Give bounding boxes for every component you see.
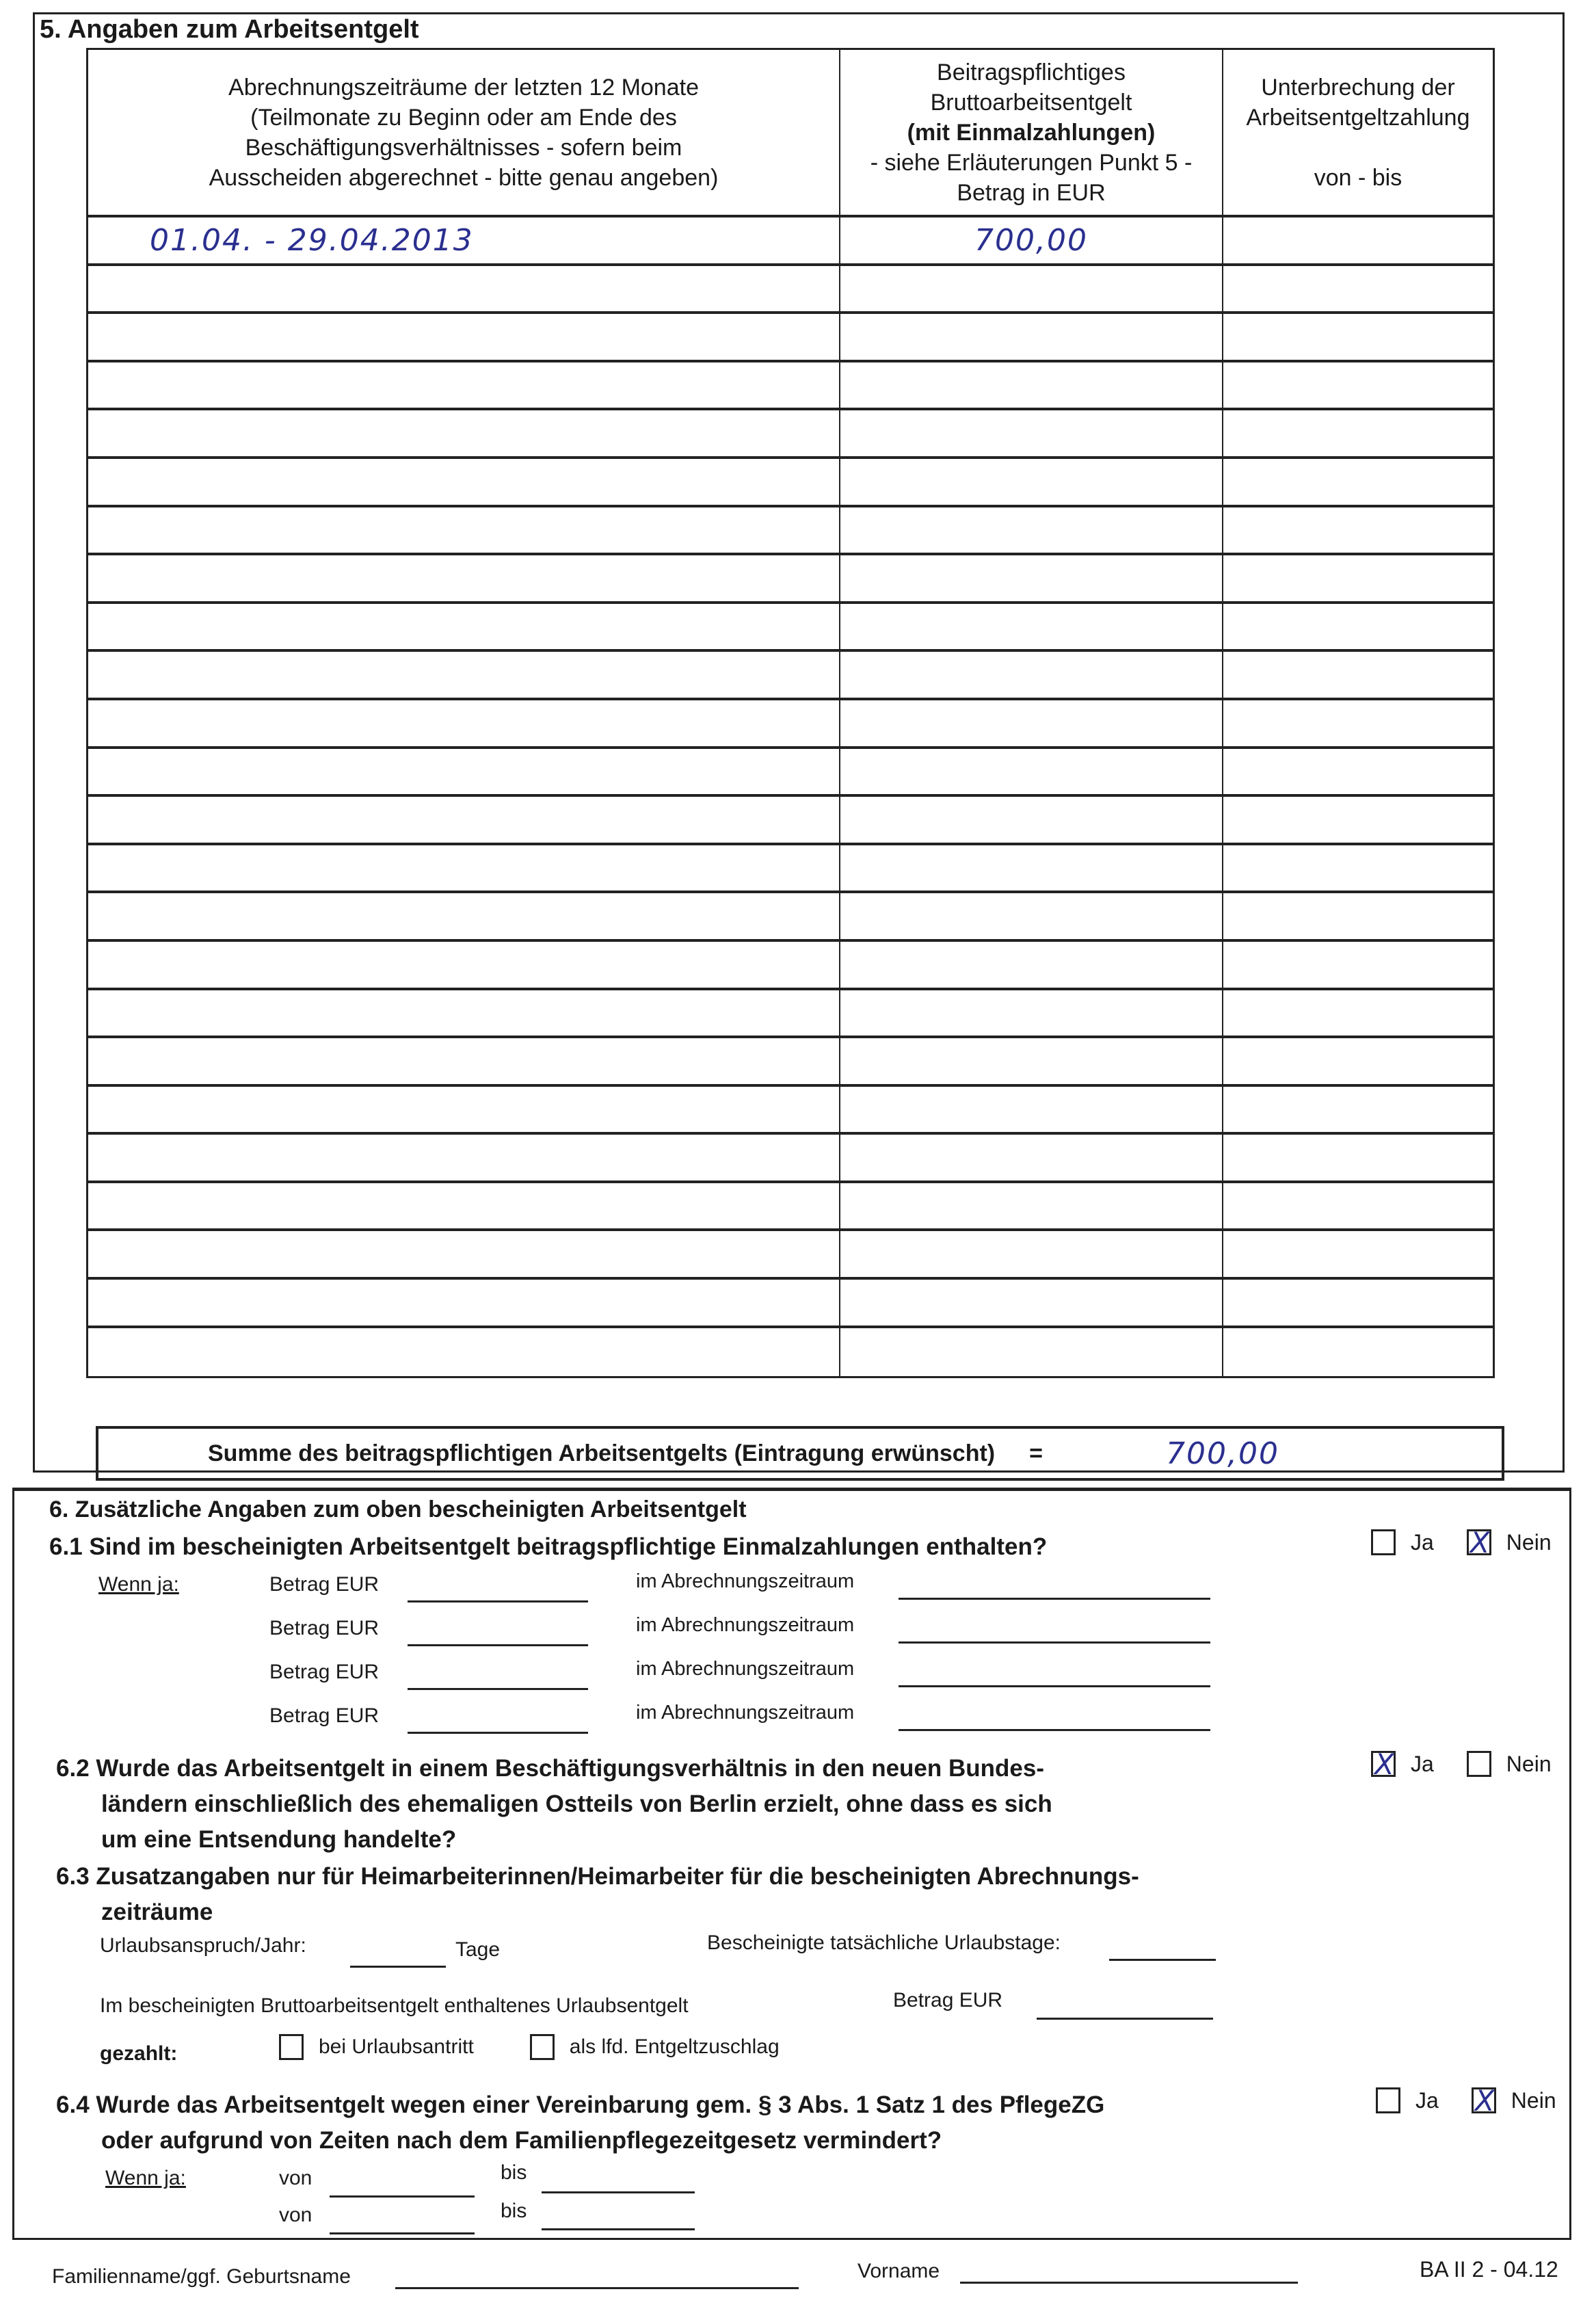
q64-options — [1376, 2087, 1556, 2113]
amount-cell[interactable] — [840, 1038, 1223, 1084]
interruption-cell[interactable] — [1223, 314, 1493, 360]
q64-wenn-ja: Wenn ja: — [105, 2167, 186, 2189]
period-cell[interactable] — [88, 314, 840, 360]
interruption-cell[interactable] — [1223, 1038, 1493, 1084]
q64-line: oder aufgrund von Zeiten nach dem Familienpflegezeitgesetz vermindert? — [101, 2127, 942, 2154]
period-value: 01.04. - 29.04.2013 — [150, 222, 474, 258]
q61-betrag-label: Betrag EUR — [269, 1661, 380, 1683]
q61-betrag-field[interactable] — [408, 1688, 588, 1690]
tatsaechliche-urlaubstage-field[interactable] — [1109, 1959, 1216, 1961]
bei-urlaubsantritt-label: bei Urlaubsantritt — [319, 2035, 474, 2058]
q64-nein-label: Nein — [1511, 2087, 1556, 2113]
table-row — [88, 1231, 1493, 1280]
amount-cell[interactable] — [840, 266, 1223, 312]
period-cell[interactable] — [88, 1183, 840, 1229]
q62-ja-label: Ja — [1411, 1751, 1434, 1776]
q64-bis-label-2: bis — [501, 2200, 527, 2222]
table-row — [88, 266, 1493, 315]
period-cell[interactable] — [88, 990, 840, 1036]
period-cell[interactable] — [88, 1135, 840, 1180]
amount-cell[interactable] — [840, 459, 1223, 505]
urlaubsentgelt-label: Im bescheinigten Bruttoarbeitsentgelt enthaltenes Urlaubsentgelt — [100, 1994, 689, 2017]
table-row — [88, 845, 1493, 894]
table-row — [88, 1038, 1493, 1087]
q61-zeitraum-field[interactable] — [899, 1641, 1210, 1644]
amount-cell[interactable] — [840, 1280, 1223, 1325]
period-cell[interactable] — [88, 652, 840, 698]
q63-line: zeiträume — [101, 1899, 213, 1925]
table-row — [88, 797, 1493, 845]
q62-line: um eine Entsendung handelte? — [101, 1826, 457, 1853]
table-header — [88, 50, 1493, 217]
q64-ja-label: Ja — [1415, 2087, 1439, 2113]
amount-cell[interactable] — [840, 555, 1223, 601]
amount-cell[interactable] — [840, 604, 1223, 650]
period-cell[interactable] — [88, 266, 840, 312]
q64-nein-checkbox[interactable] — [1472, 2087, 1496, 2113]
q61-zeitraum-label: im Abrechnungszeitraum — [636, 1702, 855, 1724]
interruption-cell[interactable] — [1223, 410, 1493, 456]
period-cell[interactable] — [88, 1231, 840, 1277]
interruption-cell[interactable] — [1223, 604, 1493, 650]
interruption-cell[interactable] — [1223, 555, 1493, 601]
question-6-4 — [56, 2087, 1104, 2159]
header-text: Ausscheiden abgerechnet - bitte genau angeben) — [209, 164, 719, 191]
amount-cell[interactable] — [840, 942, 1223, 988]
bei-urlaubsantritt-checkbox[interactable] — [279, 2034, 304, 2060]
tatsaechliche-urlaubstage-label: Bescheinigte tatsächliche Urlaubstage: — [707, 1931, 1061, 1954]
header-text: Arbeitsentgeltzahlung — [1246, 104, 1470, 131]
question-6-1: 6.1 Sind im bescheinigten Arbeitsentgelt beitragspflichtige Einmalzahlungen enthalten? — [49, 1533, 1048, 1560]
question-6-2 — [56, 1751, 1052, 1858]
table-row — [88, 1280, 1493, 1328]
urlaubsentgelt-betrag-label: Betrag EUR — [893, 1989, 1003, 2011]
section-6-title: 6. Zusätzliche Angaben zum oben bescheinigten Arbeitsentgelt — [49, 1496, 747, 1522]
period-cell[interactable] — [88, 604, 840, 650]
q61-betrag-label: Betrag EUR — [269, 1573, 380, 1596]
table-row — [88, 990, 1493, 1039]
amount-cell[interactable] — [840, 652, 1223, 698]
table-row — [88, 410, 1493, 459]
header-text: Unterbrechung der — [1261, 74, 1455, 101]
sum-row — [96, 1426, 1504, 1481]
table-row — [88, 314, 1493, 362]
period-cell[interactable] — [88, 1038, 840, 1084]
section-5-title: 5. Angaben zum Arbeitsentgelt — [40, 15, 419, 44]
q61-zeitraum-label: im Abrechnungszeitraum — [636, 1658, 855, 1680]
amount-value: 700,00 — [974, 222, 1088, 258]
period-cell[interactable] — [88, 362, 840, 408]
header-text: (Teilmonate zu Beginn oder am Ende des — [250, 104, 677, 131]
amount-cell[interactable] — [840, 845, 1223, 891]
interruption-cell[interactable] — [1223, 749, 1493, 795]
amount-cell[interactable] — [840, 990, 1223, 1036]
interruption-cell[interactable] — [1223, 1328, 1493, 1377]
urlaubsanspruch-label: Urlaubsanspruch/Jahr: — [100, 1934, 306, 1957]
period-cell[interactable] — [88, 700, 840, 746]
header-text: - siehe Erläuterungen Punkt 5 - — [870, 149, 1193, 176]
table-row — [88, 1135, 1493, 1183]
amount-cell[interactable] — [840, 893, 1223, 939]
header-text: Beschäftigungsverhältnisses - sofern beim — [245, 134, 682, 161]
form-id: BA II 2 - 04.12 — [1420, 2257, 1558, 2282]
q63-line: 6.3 Zusatzangaben nur für Heimarbeiterinnen/Heimarbeiter für die bescheinigten Abrechnungs- — [56, 1863, 1139, 1890]
sum-label: Summe des beitragspflichtigen Arbeitsentgelts (Eintragung erwünscht) — [208, 1440, 996, 1466]
amount-cell[interactable] — [840, 217, 1223, 263]
table-body — [88, 217, 1493, 1376]
period-cell[interactable] — [88, 410, 840, 456]
header-text: Abrechnungszeiträume der letzten 12 Monate — [228, 74, 699, 101]
table-row — [88, 749, 1493, 797]
period-cell[interactable] — [88, 1328, 840, 1377]
q62-line: 6.2 Wurde das Arbeitsentgelt in einem Beschäftigungsverhältnis in den neuen Bundes- — [56, 1755, 1044, 1782]
q61-zeitraum-field[interactable] — [899, 1729, 1210, 1731]
header-text: (mit Einmalzahlungen) — [907, 119, 1156, 146]
q64-bis-field-1[interactable] — [542, 2191, 695, 2193]
amount-cell[interactable] — [840, 1231, 1223, 1277]
period-cell[interactable] — [88, 942, 840, 988]
header-period — [88, 50, 840, 215]
q61-wenn-ja: Wenn ja: — [98, 1573, 179, 1596]
amount-cell[interactable] — [840, 1087, 1223, 1133]
amount-cell[interactable] — [840, 749, 1223, 795]
period-cell[interactable] — [88, 459, 840, 505]
q61-betrag-label: Betrag EUR — [269, 1704, 380, 1727]
q61-nein-checkbox[interactable] — [1467, 1529, 1491, 1555]
table-row — [88, 1183, 1493, 1232]
q64-von-label-2: von — [279, 2204, 312, 2226]
q61-betrag-field[interactable] — [408, 1600, 588, 1602]
table-row — [88, 507, 1493, 556]
period-cell[interactable] — [88, 555, 840, 601]
spacer — [1246, 133, 1469, 163]
table-row — [88, 942, 1493, 990]
amount-cell[interactable] — [840, 700, 1223, 746]
period-cell[interactable] — [88, 1280, 840, 1325]
q64-bis-label-1: bis — [501, 2161, 527, 2184]
earnings-table — [86, 48, 1495, 1378]
q61-zeitraum-field[interactable] — [899, 1685, 1210, 1687]
header-text: Betrag in EUR — [957, 179, 1106, 206]
amount-cell[interactable] — [840, 1183, 1223, 1229]
als-lfd-entgeltzuschlag-label: als lfd. Entgeltzuschlag — [569, 2035, 780, 2058]
amount-cell[interactable] — [840, 797, 1223, 843]
interruption-cell[interactable] — [1223, 990, 1493, 1036]
header-amount — [840, 50, 1223, 215]
interruption-cell[interactable] — [1223, 1135, 1493, 1180]
interruption-cell[interactable] — [1223, 700, 1493, 746]
amount-cell[interactable] — [840, 314, 1223, 360]
interruption-cell[interactable] — [1223, 797, 1493, 843]
q62-line: ländern einschließlich des ehemaligen Ostteils von Berlin erzielt, ohne dass es sich — [101, 1791, 1052, 1817]
sum-value-field[interactable]: 700,00 — [1165, 1436, 1279, 1471]
q61-betrag-label: Betrag EUR — [269, 1617, 380, 1639]
als-lfd-entgeltzuschlag-checkbox[interactable] — [530, 2034, 555, 2060]
q64-line: 6.4 Wurde das Arbeitsentgelt wegen einer Vereinbarung gem. § 3 Abs. 1 Satz 1 des PflegeZG — [56, 2092, 1105, 2118]
table-row — [88, 1087, 1493, 1135]
period-cell[interactable] — [88, 845, 840, 891]
amount-cell[interactable] — [840, 410, 1223, 456]
q62-ja-checkbox[interactable] — [1371, 1751, 1396, 1777]
table-row — [88, 700, 1493, 749]
familienname-field[interactable] — [395, 2287, 799, 2289]
period-cell[interactable] — [88, 893, 840, 939]
q61-ja-checkbox[interactable] — [1371, 1529, 1396, 1555]
q62-nein-label: Nein — [1506, 1751, 1552, 1776]
interruption-cell[interactable] — [1223, 942, 1493, 988]
interruption-cell[interactable] — [1223, 362, 1493, 408]
q61-betrag-field[interactable] — [408, 1644, 588, 1646]
q64-von-label-1: von — [279, 2167, 312, 2189]
header-text: Bruttoarbeitsentgelt — [930, 89, 1132, 116]
gezahlt-options — [279, 2034, 780, 2060]
period-cell[interactable] — [88, 1087, 840, 1133]
q61-nein-label: Nein — [1506, 1529, 1552, 1555]
interruption-cell[interactable] — [1223, 1280, 1493, 1325]
tage-label: Tage — [455, 1938, 501, 1961]
interruption-cell[interactable] — [1223, 893, 1493, 939]
interruption-cell[interactable] — [1223, 217, 1493, 263]
amount-cell[interactable] — [840, 362, 1223, 408]
sum-equals: = — [1029, 1440, 1043, 1466]
q61-betrag-field[interactable] — [408, 1732, 588, 1734]
header-text: von - bis — [1314, 164, 1402, 191]
q61-ja-label: Ja — [1411, 1529, 1434, 1555]
amount-cell[interactable] — [840, 1328, 1223, 1377]
table-row — [88, 555, 1493, 604]
gezahlt-label: gezahlt: — [100, 2042, 178, 2065]
header-interruption — [1223, 50, 1493, 215]
period-cell[interactable] — [88, 797, 840, 843]
amount-cell[interactable] — [840, 507, 1223, 553]
interruption-cell[interactable] — [1223, 1087, 1493, 1133]
table-row — [88, 893, 1493, 942]
vorname-label: Vorname — [857, 2260, 940, 2282]
q61-options — [1371, 1529, 1552, 1555]
header-text: Beitragspflichtiges — [937, 59, 1126, 85]
table-row — [88, 362, 1493, 411]
table-row — [88, 459, 1493, 507]
q64-von-field-1[interactable] — [330, 2195, 475, 2198]
period-cell[interactable] — [88, 507, 840, 553]
interruption-cell[interactable] — [1223, 845, 1493, 891]
amount-cell[interactable] — [840, 1135, 1223, 1180]
q64-bis-field-2[interactable] — [542, 2228, 695, 2230]
table-row — [88, 604, 1493, 652]
interruption-cell[interactable] — [1223, 1231, 1493, 1277]
table-row — [88, 1328, 1493, 1377]
q64-ja-checkbox[interactable] — [1376, 2087, 1400, 2113]
q62-options — [1371, 1751, 1552, 1777]
period-cell[interactable] — [88, 217, 840, 263]
q62-nein-checkbox[interactable] — [1467, 1751, 1491, 1777]
question-6-3 — [56, 1859, 1139, 1930]
urlaubsentgelt-betrag-field[interactable] — [1037, 2018, 1213, 2020]
interruption-cell[interactable] — [1223, 507, 1493, 553]
q61-zeitraum-label: im Abrechnungszeitraum — [636, 1570, 855, 1592]
table-row — [88, 652, 1493, 700]
q61-zeitraum-label: im Abrechnungszeitraum — [636, 1614, 855, 1636]
vorname-field[interactable] — [960, 2282, 1298, 2284]
interruption-cell[interactable] — [1223, 459, 1493, 505]
interruption-cell[interactable] — [1223, 266, 1493, 312]
q64-von-field-2[interactable] — [330, 2232, 475, 2234]
q61-zeitraum-field[interactable] — [899, 1598, 1210, 1600]
urlaubsanspruch-field[interactable] — [350, 1966, 446, 1968]
interruption-cell[interactable] — [1223, 652, 1493, 698]
table-row — [88, 217, 1493, 266]
period-cell[interactable] — [88, 749, 840, 795]
familienname-label: Familienname/ggf. Geburtsname — [52, 2265, 351, 2288]
interruption-cell[interactable] — [1223, 1183, 1493, 1229]
